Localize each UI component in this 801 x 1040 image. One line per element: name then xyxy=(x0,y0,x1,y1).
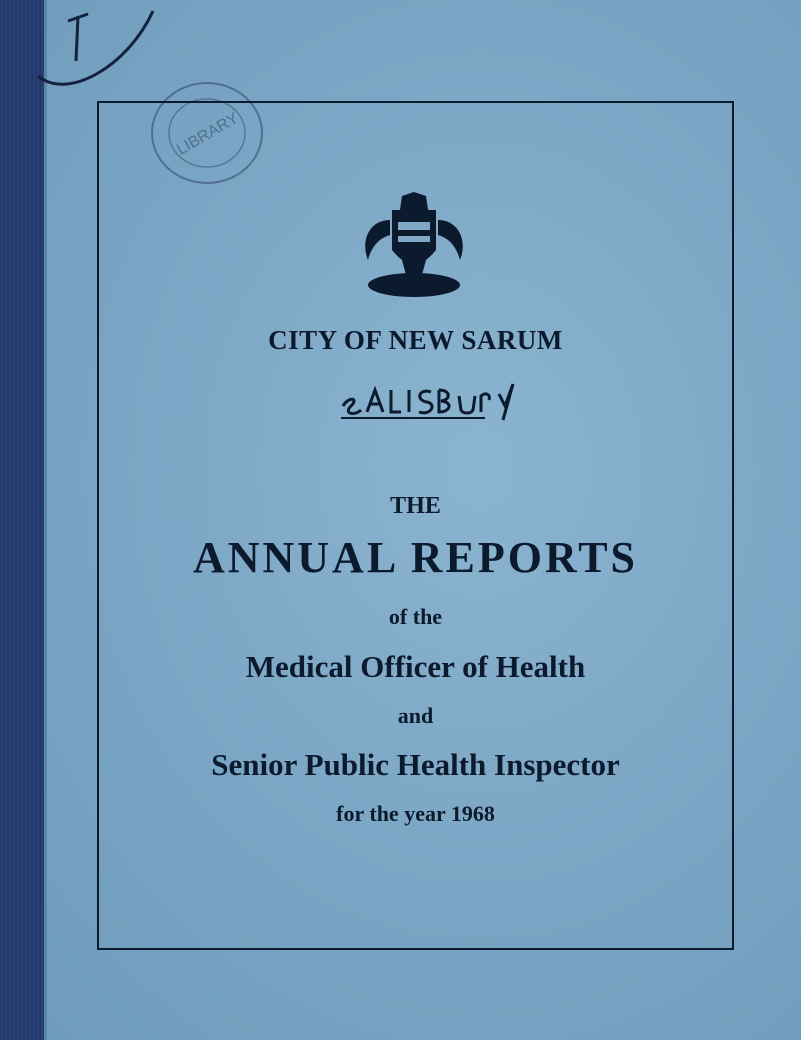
svg-text:LIBRARY: LIBRARY xyxy=(173,109,242,159)
of-the-label: of the xyxy=(388,604,443,629)
spine-edge xyxy=(44,0,47,1040)
coat-of-arms-icon xyxy=(350,190,478,300)
handwritten-annotation xyxy=(335,376,525,426)
pencil-mark-icon xyxy=(28,6,158,96)
book-spine xyxy=(0,0,44,1040)
report-title: ANNUAL REPORTS xyxy=(192,533,639,582)
and-label: and xyxy=(397,703,434,728)
inspector-title: Senior Public Health Inspector xyxy=(211,747,620,782)
report-year: for the year 1968 xyxy=(336,801,495,826)
the-label: THE xyxy=(390,493,441,519)
officer-title: Medical Officer of Health xyxy=(245,649,586,684)
city-name: CITY OF NEW SARUM xyxy=(268,325,563,355)
